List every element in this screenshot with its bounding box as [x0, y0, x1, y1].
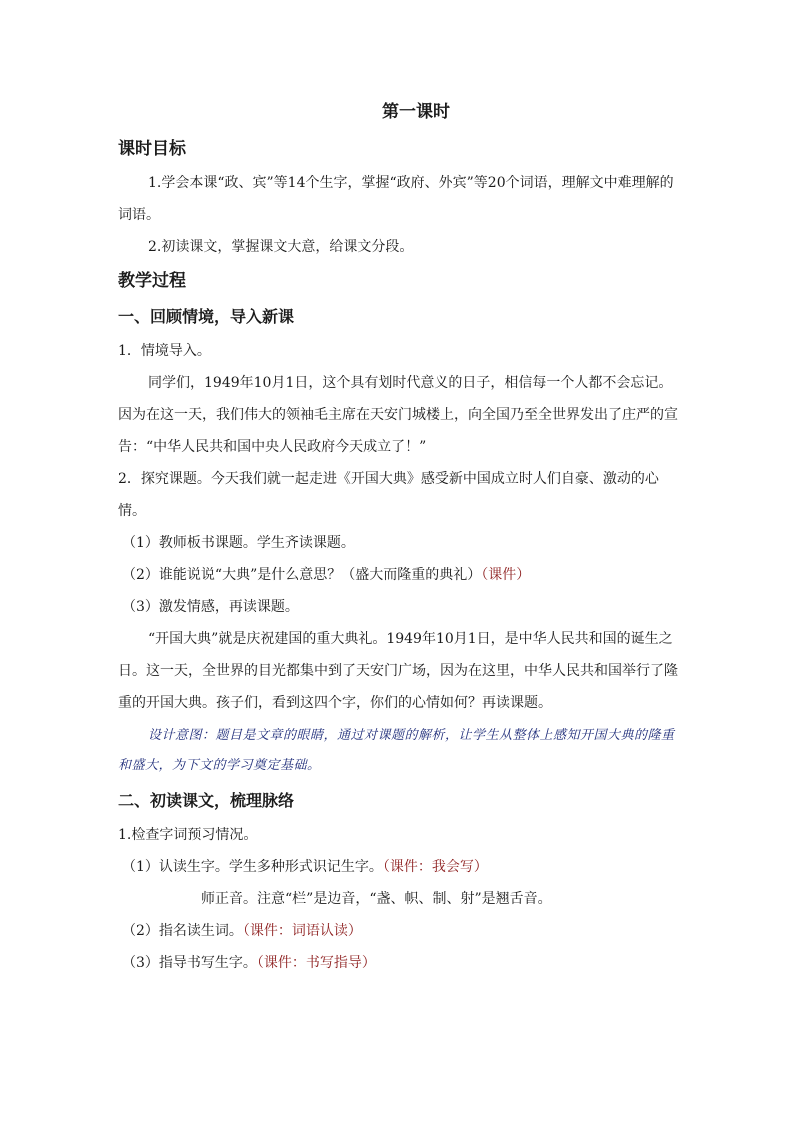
p2-sub-item-3 — [118, 947, 684, 979]
item-1: 1．情境导入。 — [118, 343, 211, 359]
goal-2: 2.初读课文，掌握课文大意，给课文分段。 — [148, 239, 414, 255]
p2-sub-item-2-text: （2）指名读生词。 — [122, 923, 243, 939]
p2-sub-item-1-note: 师正音。注意“栏”是边音，“盏、帜、制、射”是翘舌音。 — [201, 891, 552, 907]
p2-sub-item-1 — [118, 851, 684, 883]
page-title: 第一课时 — [382, 102, 450, 122]
p2-sub-item-1-text: （1）认读生字。学生多种形式识记生字。 — [122, 859, 383, 875]
courseware-ref: （课件：我会写） — [382, 859, 488, 875]
sub-item-3-text: “开国大典”就是庆祝建国的重大典礼。1949年10月1日，是中华人民共和国的诞生之日。这一天，全世界的目光都集中到了天安门广场，因为在这里，中华人民共和国举行了隆重的开国大典。孩子们，看到这四个字，你们的心情如何？再读课题。 — [118, 631, 678, 711]
part2-heading: 二、初读课文，梳理脉络 — [118, 791, 295, 810]
item-2: 2．探究课题。今天我们就一起走进《开国大典》感受新中国成立时人们自豪、激动的心情。 — [118, 471, 659, 519]
p2-sub-item-3-text: （3）指导书写生字。 — [122, 955, 257, 971]
sub-item-3: （3）激发情感，再读课题。 — [122, 599, 299, 615]
design-intent: 设计意图：题目是文章的眼睛，通过对课题的解析，让学生从整体上感知开国大典的隆重和盛大，为下文的学习奠定基础。 — [118, 728, 675, 773]
document-page — [118, 96, 684, 979]
goal-1: 1.学会本课“政、宾”等14个生字，掌握“政府、外宾”等20个词语，理解文中难理解的词语。 — [118, 175, 674, 223]
courseware-ref: （课件：书写指导） — [256, 955, 376, 971]
sub-item-2 — [118, 559, 684, 591]
courseware-ref: （课件：词语认读） — [242, 923, 362, 939]
courseware-ref: （课件） — [481, 567, 531, 583]
process-heading: 教学过程 — [118, 271, 186, 291]
p2-sub-item-2 — [118, 915, 684, 947]
sub-item-2-text: （2）谁能说说“大典”是什么意思？（盛大而隆重的典礼） — [122, 567, 482, 583]
p2-item-1: 1.检查字词预习情况。 — [118, 827, 258, 843]
item-1-text: 同学们，1949年10月1日，这个具有划时代意义的日子，相信每一个人都不会忘记。因为在这一天，我们伟大的领袖毛主席在天安门城楼上，向全国乃至全世界发出了庄严的宣告：“中华人民共和国中央人民政府今天成立了！” — [118, 375, 678, 455]
sub-item-1: （1）教师板书课题。学生齐读课题。 — [122, 535, 355, 551]
part1-heading: 一、回顾情境，导入新课 — [118, 307, 295, 326]
goals-heading: 课时目标 — [118, 139, 186, 159]
